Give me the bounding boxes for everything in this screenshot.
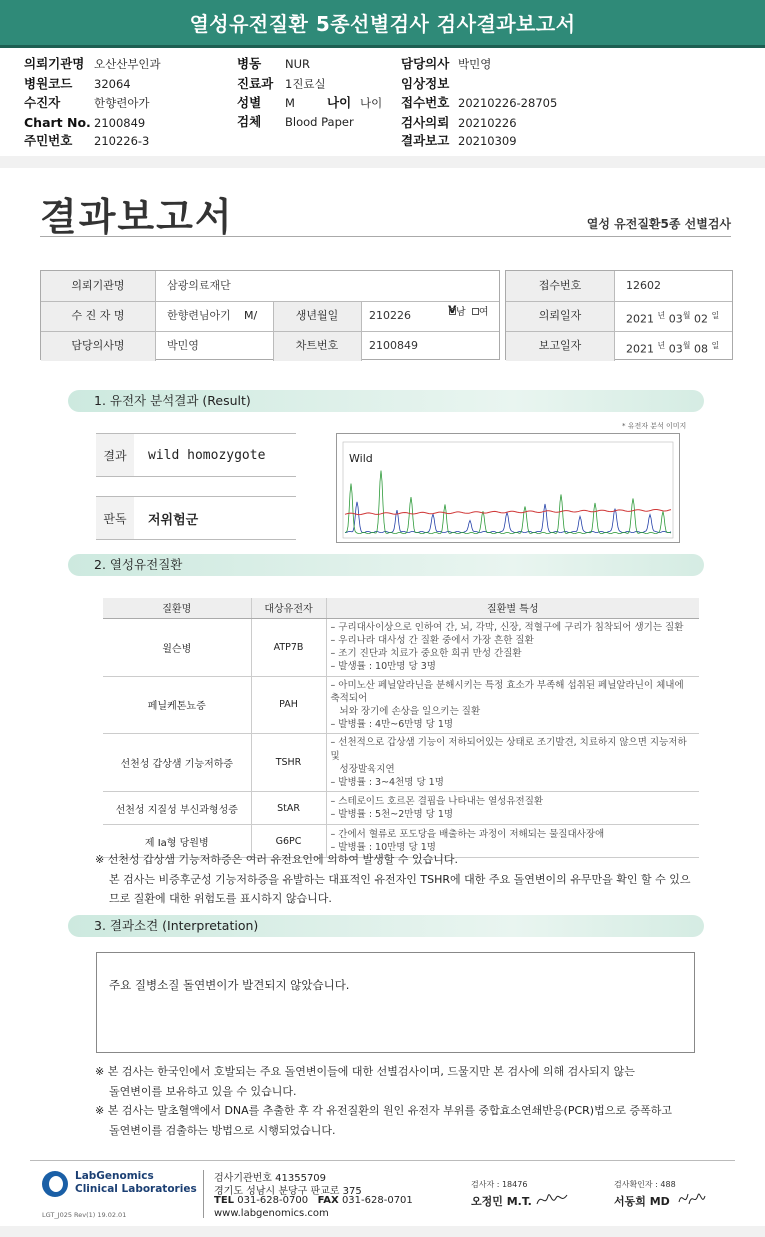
confirmer-signature: [677, 1186, 707, 1212]
table-row: [103, 792, 699, 825]
section-disease-header: [68, 554, 704, 576]
report-date-label: 보고일자: [506, 331, 614, 361]
header-chart-no: Chart No. 2100849: [24, 115, 146, 130]
report-banner: [0, 0, 765, 48]
male-label: 남: [456, 307, 466, 318]
interpretation-text: 주요 질병소질 돌연변이가 발견되지 않았습니다.: [109, 978, 350, 992]
footer-separator: [203, 1170, 204, 1218]
dob-label: 생년월일: [273, 301, 361, 331]
table-row: [103, 618, 699, 676]
section-result-title: 1. 유전자 분석결과 (Result): [94, 393, 251, 408]
patient-value: 한향련님아기: [167, 309, 231, 322]
judgement-value: 저위험군: [148, 512, 199, 528]
result-value: wild homozygote: [148, 447, 266, 463]
gene-name: ATP7B: [251, 618, 326, 676]
section-interp-header: [68, 915, 704, 937]
disease-features: – 스테로이드 호르몬 결핍을 나타내는 열성유전질환 – 발병률 : 5천~2만명 당 1명: [326, 792, 699, 825]
method-note-2: 돌연변이를 보유하고 있을 수 있습니다.: [109, 1085, 297, 1098]
gene-name: G6PC: [251, 825, 326, 858]
tester-signature: [535, 1186, 569, 1212]
header-ward: 병동 NUR: [237, 56, 311, 71]
disease-features: – 선천적으로 갑상샘 기능이 저하되어있는 상태로 조기발견, 치료하지 않으면 지능저하 및 성장발육지연 – 발병률 : 3~4천명 당 1명: [326, 734, 699, 792]
gene-name: StAR: [251, 792, 326, 825]
header-resident-no: 주민번호 210226-3: [24, 133, 150, 148]
patient-sex: M/: [244, 309, 258, 322]
chromatogram-image: [336, 433, 680, 543]
header-dept: 진료과 1진료실: [237, 76, 326, 91]
female-checkbox-icon: [472, 308, 479, 315]
chromatogram-label: Wild: [349, 452, 373, 465]
website: www.labgenomics.com: [214, 1208, 329, 1219]
page-bottom-bar: [0, 1226, 765, 1237]
confirmer-label: 검사확인자 : 488: [614, 1180, 676, 1189]
analysis-image-note: * 유전자 분석 이미지: [622, 422, 687, 430]
method-note-3: ※ 본 검사는 말초혈액에서 DNA를 추출한 후 각 유전질환의 원인 유전자 부위를 중합효소연쇄반응(PCR)법으로 증폭하고: [95, 1104, 672, 1117]
disease-name: 윌슨병: [103, 618, 251, 676]
report-subtitle: 열성 유전질환5종 선별검사: [586, 217, 731, 231]
title-divider: [40, 236, 731, 237]
col-gene: 대상유전자: [251, 598, 326, 618]
logo-text-1: LabGenomics: [75, 1170, 154, 1182]
logo-text-2: Clinical Laboratories: [75, 1183, 197, 1195]
dob-value: 210226: [369, 309, 411, 322]
doctor-value: 박민영: [167, 339, 199, 352]
request-date-value: 2021 $^년$ $03^월$ 02 $^일$: [626, 311, 720, 326]
disease-name: 선천성 지질성 부신과형성증: [103, 792, 251, 825]
header-receipt-no: 접수번호 20210226-28705: [401, 95, 558, 110]
banner-title: 열성유전질환 5종선별검사 검사결과보고서: [189, 12, 576, 36]
header-request-date: 검사의뢰 20210226: [401, 115, 517, 130]
receipt-label: 접수번호: [506, 271, 614, 301]
disease-features: – 구리대사이상으로 인하여 간, 뇌, 각막, 신장, 적혈구에 구리가 침착되어 생기는 질환 – 우리나라 대사성 간 질환 중에서 가장 흔한 질환 – 조기 진단과 치료가 중요한 희귀 만성 간질환 – 발생률 : 10만명 당 3명: [326, 618, 699, 676]
receipt-value: 12602: [626, 279, 661, 292]
header-org: 의뢰기관명 오산산부인과: [24, 56, 161, 71]
institution-number: 검사기관번호 41355709: [214, 1173, 327, 1184]
section-interp-title: 3. 결과소견 (Interpretation): [94, 918, 259, 933]
disease-features: – 간에서 혈류로 포도당을 배출하는 과정이 저해되는 물질대사장애 – 발병률 : 10만명 당 1명: [326, 825, 699, 858]
disease-name: 제 Ia형 당원병: [103, 825, 251, 858]
female-label: 여: [478, 307, 489, 318]
tshr-note-1: ※ 선천성 갑상샘 기능저하증은 여러 유전요인에 의하여 발생할 수 있습니다.: [95, 853, 458, 866]
request-date-label: 의뢰일자: [506, 301, 614, 331]
interpretation-box: [96, 952, 695, 1053]
chart-label: 차트번호: [273, 331, 361, 361]
disease-name: 페닐케톤뇨증: [103, 676, 251, 734]
sex-check-mark: v: [448, 302, 457, 317]
contact: TEL 031-628-0700 FAX 031-628-0701: [214, 1195, 413, 1206]
tester-name: 오정민 M.T.: [471, 1195, 532, 1208]
result-row: [96, 433, 296, 477]
tshr-note-3: 므로 질환에 대한 위험도를 표시하지 않습니다.: [109, 892, 332, 905]
disease-table: [103, 598, 699, 858]
col-features: 질환별 특성: [326, 598, 699, 618]
male-checkbox-icon: [449, 308, 456, 315]
info-table-left: [40, 270, 500, 360]
method-note-1: ※ 본 검사는 한국인에서 호발되는 주요 돌연변이들에 대한 선별검사이며, 드물지만 본 검사에 의해 검사되지 않는: [95, 1065, 635, 1078]
table-row: [103, 734, 699, 792]
tshr-note-2: 본 검사는 비증후군성 기능저하증을 유발하는 대표적인 유전자인 TSHR에 대한 주요 돌연변이의 유무만을 확인 할 수 있으: [109, 873, 691, 886]
org-value: 삼광의료재단: [167, 279, 231, 292]
result-label: 결과: [96, 434, 134, 476]
header-age: 나이 나이: [327, 95, 383, 110]
info-table-right: [505, 270, 733, 360]
confirmer-name: 서동희 MD: [614, 1195, 670, 1208]
header-sex: 성별 M: [237, 95, 295, 110]
gene-name: TSHR: [251, 734, 326, 792]
org-label: 의뢰기관명: [41, 271, 155, 301]
table-row: [103, 676, 699, 734]
report-date-value: 2021 $^년$ $03^월$ 08 $^일$: [626, 341, 720, 356]
section-result-header: [68, 390, 704, 412]
address: 경기도 성남시 분당구 판교로 375: [214, 1186, 362, 1197]
header-doctor: 담당의사 박민영: [401, 56, 492, 71]
header-clinical-info: 임상정보: [401, 76, 450, 91]
chromatogram-svg: [337, 434, 679, 542]
disease-features: – 아미노산 페닐알라닌을 분해시키는 특정 효소가 부족해 섭취된 페닐알라닌이 체내에 축적되어 뇌와 장기에 손상을 일으키는 질환 – 발병률 : 4만~6만명 당 1명: [326, 676, 699, 734]
judgement-row: [96, 496, 296, 540]
disease-name: 선천성 갑상샘 기능저하증: [103, 734, 251, 792]
gene-name: PAH: [251, 676, 326, 734]
doctor-label: 담당의사명: [41, 331, 155, 361]
chart-value: 2100849: [369, 339, 418, 352]
header-patient: 수진자 한향련아가: [24, 95, 150, 110]
labgenomics-logo-icon: [42, 1171, 68, 1197]
header-report-date: 결과보고 20210309: [401, 133, 517, 148]
col-disease-name: 질환명: [103, 598, 251, 618]
sex-checkboxes: [449, 298, 501, 328]
header-hospital-code: 병원코드 32064: [24, 76, 131, 91]
header-specimen: 검체 Blood Paper: [237, 114, 354, 129]
form-number: LGT_J025 Rev(1) 19.02.01: [42, 1211, 127, 1219]
method-note-4: 돌연변이를 검출하는 방법으로 시행되었습니다.: [109, 1124, 336, 1137]
page-gap: [0, 156, 765, 168]
footer-divider: [30, 1160, 735, 1161]
tester-label: 검사자 : 18476: [471, 1180, 528, 1189]
section-disease-title: 2. 열성유전질환: [94, 557, 183, 572]
patient-label: 수 진 자 명: [41, 301, 155, 331]
report-title: 결과보고서: [40, 195, 234, 239]
judgement-label: 판독: [96, 497, 134, 539]
